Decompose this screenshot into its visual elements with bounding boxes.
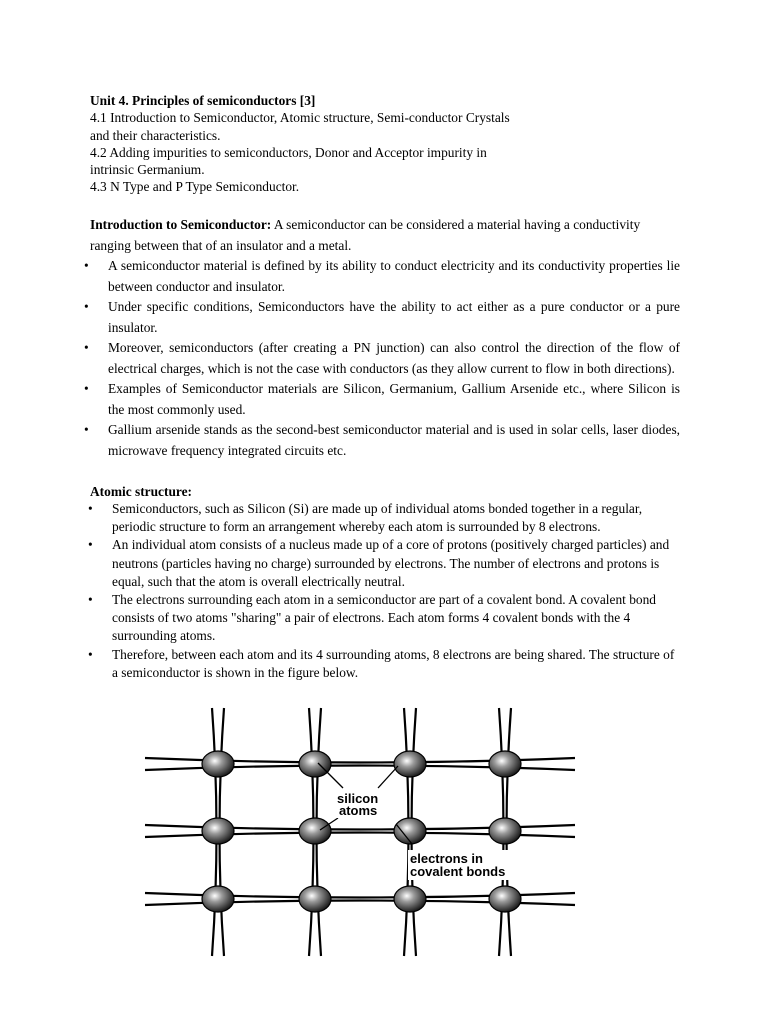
silicon-atom (394, 818, 426, 844)
unit-title: Unit 4. Principles of semiconductors [3] (90, 93, 316, 108)
silicon-atom (202, 818, 234, 844)
label-electrons-in: electrons in (410, 851, 483, 866)
bullet-icon: • (88, 646, 93, 662)
list-item-text: Semiconductors, such as Silicon (Si) are made up of individual atoms bonded together in a regular, periodic structure to form an arrangement whereby each atom is surrounded by 8 electrons. (112, 501, 643, 535)
list-item-text: Examples of Semiconductor materials are Silicon, Germanium, Gallium Arsenide etc., where Silicon is the most commonly used. (108, 381, 680, 417)
silicon-atom (394, 886, 426, 912)
unit-outline (90, 92, 690, 196)
silicon-atom (202, 886, 234, 912)
unit-line: 4.2 Adding impurities to semiconductors, Donor and Acceptor impurity in (90, 144, 487, 160)
label-covalent-bonds: covalent bonds (410, 864, 506, 879)
silicon-atom (299, 886, 331, 912)
intro-paragraph (90, 215, 682, 256)
list-item-text: The electrons surrounding each atom in a semiconductor are part of a covalent bond. A covalent bond consists of two atoms "sharing" a pair of electrons. Each atom forms 4 covalent bonds with the 4 surrounding atoms. (112, 592, 656, 644)
list-item (84, 297, 680, 338)
bullet-icon: • (84, 381, 89, 396)
list-item-text: Under specific conditions, Semiconductors have the ability to act either as a pure conductor or a pure insulator. (108, 299, 680, 335)
unit-line: 4.3 N Type and P Type Semiconductor. (90, 179, 300, 195)
bullet-icon: • (88, 501, 93, 516)
list-item-text: Therefore, between each atom and its 4 surrounding atoms, 8 electrons are being shared. The structure of a semiconductor is shown in the figure below. (112, 646, 675, 680)
list-item-text: An individual atom consists of a nucleus made up of a core of protons (positively charged particles) and neutrons (particles having no charge) surrounded by electrons. The number of electrons and protons is equal, such that the atom is overall electrically neutral. (112, 537, 670, 589)
list-item-text: Moreover, semiconductors (after creating a PN junction) can also control the direction of the flow of electrical charges, which is not the case with conductors (as they allow current to flow in both directions). (108, 340, 680, 376)
unit-line: intrinsic Germanium. (90, 162, 205, 178)
intro-heading: Introduction to Semiconductor: (90, 217, 272, 232)
unit-line: 4.1 Introduction to Semiconductor, Atomic structure, Semi-conductor Crystals (90, 110, 510, 126)
list-item (86, 536, 682, 591)
bullet-icon: • (84, 299, 89, 314)
list-item (84, 379, 680, 420)
list-item (86, 591, 682, 646)
silicon-atom (394, 751, 426, 777)
list-item (86, 500, 682, 536)
silicon-atom (299, 818, 331, 844)
silicon-atom (299, 751, 331, 777)
label-atoms: atoms (339, 803, 378, 818)
bullet-icon: • (84, 340, 89, 355)
bullet-icon: • (88, 537, 93, 553)
silicon-atom (489, 818, 521, 844)
atomic-structure-heading: Atomic structure: (90, 484, 193, 499)
intro-text: A semiconductor can be considered a material having a conductivity ranging between that of an insulator and a metal. (90, 217, 641, 253)
bullet-icon: • (84, 422, 89, 437)
unit-line: and their characteristics. (90, 127, 221, 143)
atomic-bullet-list (86, 500, 682, 682)
list-item-text: A semiconductor material is defined by its ability to conduct electricity and its conductivity properties lie between conductor and insulator. (108, 258, 680, 294)
bullet-icon: • (84, 258, 89, 273)
silicon-lattice-figure (140, 706, 580, 958)
bullet-icon: • (88, 592, 93, 608)
list-item-text: Gallium arsenide stands as the second-best semiconductor material and is used in solar cells, laser diodes, microwave frequency integrated circuits etc. (108, 422, 680, 458)
list-item (84, 256, 680, 297)
list-item (86, 646, 682, 682)
silicon-atom (202, 751, 234, 777)
silicon-atom (489, 886, 521, 912)
list-item (84, 420, 680, 461)
pointer-line (378, 766, 398, 788)
silicon-atom (489, 751, 521, 777)
label-silicon: silicon (337, 791, 379, 806)
list-item (84, 338, 680, 379)
intro-bullet-list (84, 256, 680, 461)
